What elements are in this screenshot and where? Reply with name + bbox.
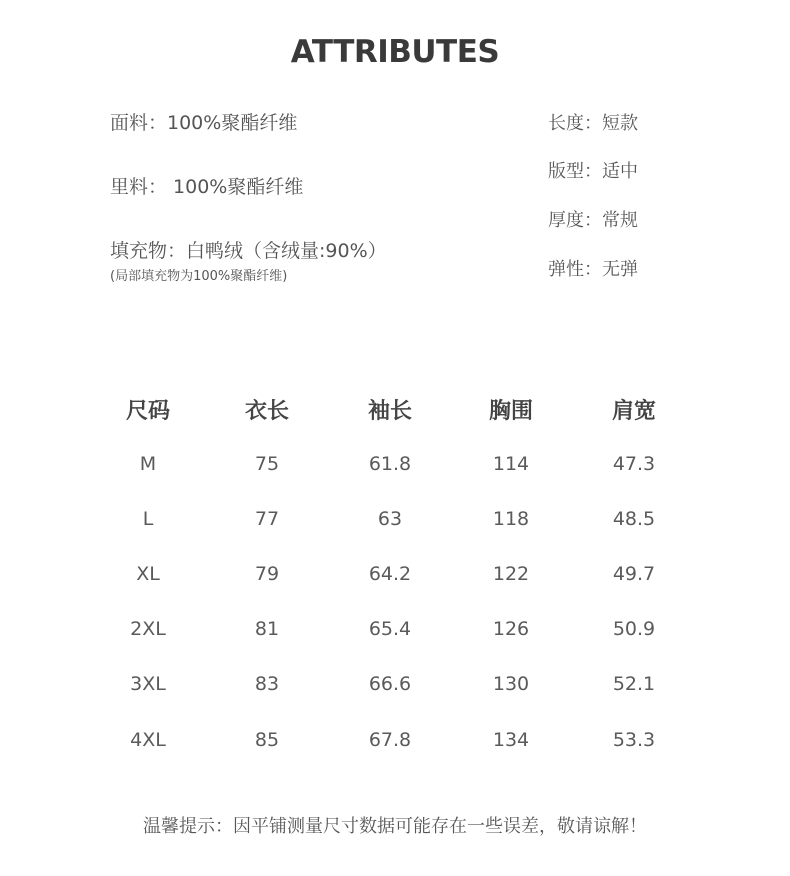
table-cell: 77 bbox=[254, 508, 280, 530]
table-cell: 83 bbox=[254, 673, 280, 695]
attribute-fabric-text: 面料：100%聚酯纤维 bbox=[110, 112, 298, 134]
table-cell: 63 bbox=[377, 508, 403, 530]
measurement-tip: 温馨提示：因平铺测量尺寸数据可能存在一些误差，敬请谅解！ bbox=[143, 816, 647, 837]
attribute-length-text: 长度：短款 bbox=[548, 113, 638, 134]
attribute-lining-text: 里料： 100%聚酯纤维 bbox=[110, 176, 304, 198]
table-cell: 118 bbox=[492, 508, 530, 530]
table-cell: 2XL bbox=[130, 618, 166, 640]
table-cell: 134 bbox=[492, 729, 530, 751]
table-cell: 66.6 bbox=[368, 673, 412, 695]
attribute-filling-text: 填充物：白鸭绒（含绒量:90%） bbox=[110, 240, 387, 262]
table-cell: 114 bbox=[492, 453, 530, 475]
table-cell: 65.4 bbox=[368, 618, 412, 640]
table-cell: 130 bbox=[492, 673, 530, 695]
table-cell: 53.3 bbox=[612, 729, 656, 751]
table-cell: 50.9 bbox=[612, 618, 656, 640]
attribute-fit-text: 版型：适中 bbox=[548, 161, 638, 182]
table-cell: 122 bbox=[492, 563, 530, 585]
table-cell: 126 bbox=[492, 618, 530, 640]
table-cell: 4XL bbox=[130, 729, 166, 751]
table-cell: 67.8 bbox=[368, 729, 412, 751]
table-cell: L bbox=[142, 508, 154, 530]
attribute-filling-note: (局部填充物为100%聚酯纤维) bbox=[110, 269, 288, 284]
table-cell: 61.8 bbox=[368, 453, 412, 475]
attribute-thickness-text: 厚度：常规 bbox=[548, 210, 638, 231]
table-header-chest: 胸围 bbox=[488, 399, 533, 424]
table-header-size: 尺码 bbox=[125, 399, 170, 424]
table-header-sleeve: 袖长 bbox=[367, 399, 412, 424]
table-cell: 3XL bbox=[130, 673, 166, 695]
table-cell: M bbox=[139, 453, 157, 475]
table-header-length: 衣长 bbox=[244, 399, 289, 424]
table-cell: XL bbox=[136, 563, 160, 585]
table-header-shoulder: 肩宽 bbox=[611, 399, 656, 424]
table-cell: 47.3 bbox=[612, 453, 656, 475]
table-cell: 52.1 bbox=[612, 673, 656, 695]
table-cell: 49.7 bbox=[612, 563, 656, 585]
table-cell: 79 bbox=[254, 563, 280, 585]
table-cell: 48.5 bbox=[612, 508, 656, 530]
table-cell: 75 bbox=[254, 453, 280, 475]
attribute-elasticity-text: 弹性：无弹 bbox=[548, 259, 638, 280]
table-cell: 81 bbox=[254, 618, 280, 640]
table-cell: 85 bbox=[254, 729, 280, 751]
page-title: ATTRIBUTES bbox=[290, 34, 500, 70]
table-cell: 64.2 bbox=[368, 563, 412, 585]
